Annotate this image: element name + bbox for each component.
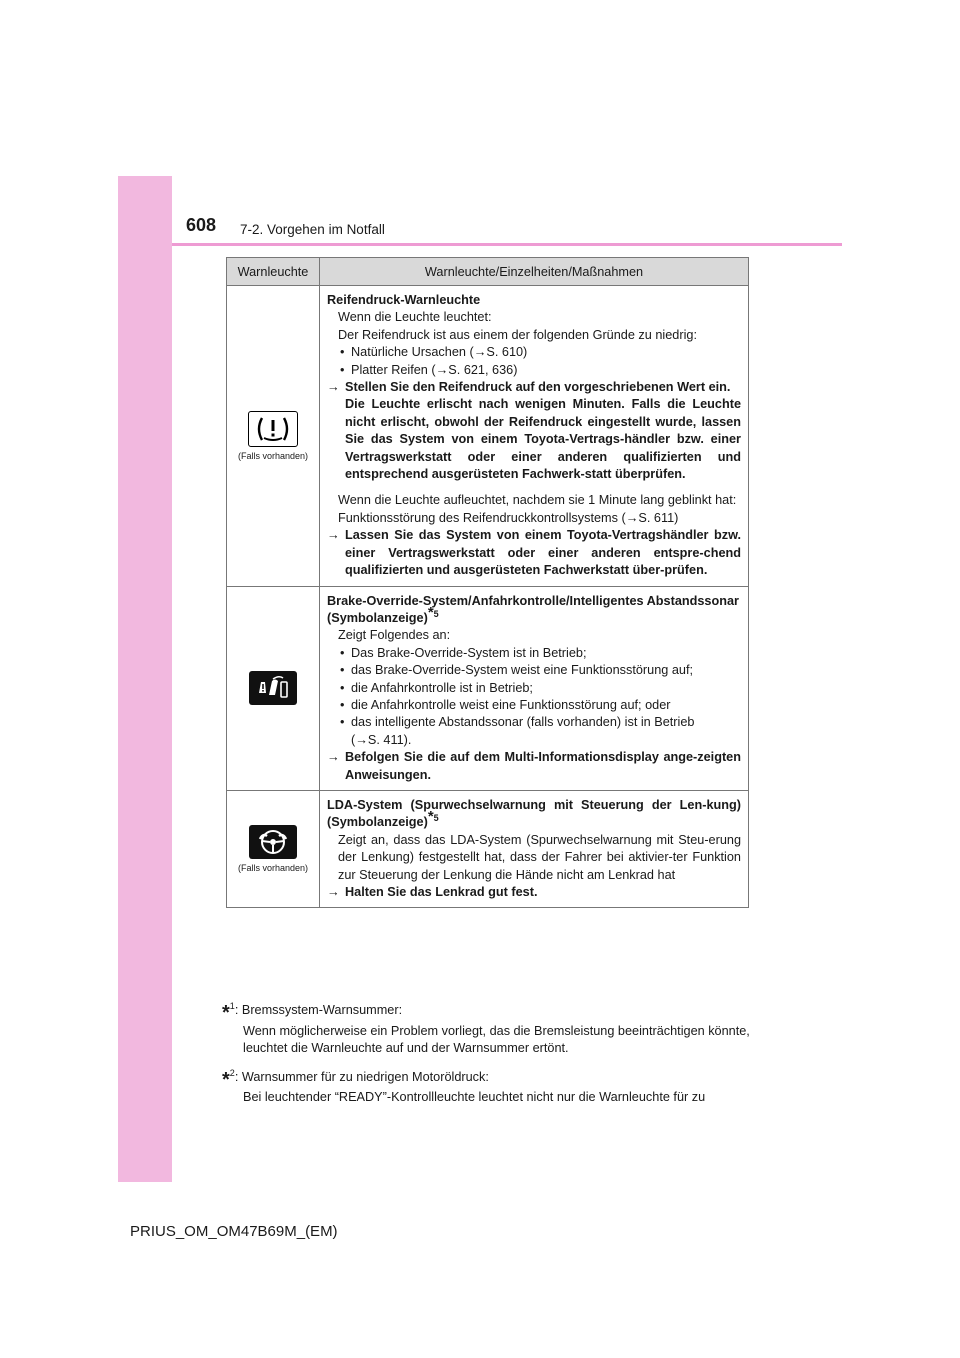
action-text: → Halten Sie das Lenkrad gut fest. <box>327 884 741 901</box>
table-row <box>227 586 749 790</box>
section-title: 7-2. Vorgehen im Notfall <box>240 222 385 237</box>
description-cell <box>320 586 749 790</box>
action-text: → Stellen Sie den Reifendruck auf den vorgeschriebenen Wert ein. <box>327 379 741 396</box>
tire-pressure-warning-icon <box>248 411 298 447</box>
list-item: • das intelligente Abstandssonar (falls vorhanden) ist in Betrieb <box>327 714 741 731</box>
warning-light-table <box>226 257 749 908</box>
icon-note: (Falls vorhanden) <box>237 450 309 461</box>
column-header-details: Warnleuchte/Einzelheiten/Maßnahmen <box>320 258 749 286</box>
table-row <box>227 286 749 587</box>
footnote: *$^2$: Warnsummer für zu niedrigen Motoröldruck: Bei leuchtender “READY”-Kontrollleuchte leuchtet nicht nur die Warnleuchte für zu <box>222 1065 752 1107</box>
list-item: • Platter Reifen (→S. 621, 636) <box>327 362 741 379</box>
column-header-warning: Warnleuchte <box>227 258 320 286</box>
action-text: → Lassen Sie das System von einem Toyota-Vertragshändler bzw. einer Vertragswerkstatt oder einer anderen entspre-chend qualifizierten und ausgerüsteten Fachwerkstatt über-prüfen. <box>327 527 741 579</box>
brake-override-icon <box>249 671 297 705</box>
text-paragraph: Zeigt an, dass das LDA-System (Spurwechselwarnung mit Steu-erung der Lenkung) festgestellt hat, dass der Fahrer bei aktivier-ter Funktion zur Steuerung der Lenkung die Hände nicht am Lenkrad hat <box>338 832 741 882</box>
footnote-body: Bei leuchtender “READY”-Kontrollleuchte leuchtet nicht nur die Warnleuchte für zu <box>243 1090 706 1104</box>
icon-note: (Falls vorhanden) <box>237 863 309 874</box>
list-item-cont: (→S. 411). <box>351 732 412 747</box>
icon-cell <box>227 586 320 790</box>
text-line: Der Reifendruck ist aus einem der folgenden Gründe zu niedrig: <box>338 327 697 342</box>
table-header-row <box>227 258 749 286</box>
footnote-body: Wenn möglicherweise ein Problem vorliegt, das die Bremsleistung beeinträchtigen könnte, leuchtet die Warnleuchte auf und der Warnsummer ertönt. <box>243 1023 750 1055</box>
footnote: *$^1$: Bremssystem-Warnsummer: Wenn möglicherweise ein Problem vorliegt, das die Bremsleistung beeinträchtigen könnte, leuchtet die Warnleuchte auf und der Warnsummer ertönt. <box>222 998 752 1058</box>
document-id: PRIUS_OM_OM47B69M_(EM) <box>130 1223 338 1240</box>
row-title: Brake-Override-System/Anfahrkontrolle/Intelligentes Abstandssonar (Symbolanzeige)$^{*5}$ <box>327 593 739 625</box>
icon-cell <box>227 286 320 587</box>
list-item: • Natürliche Ursachen (→S. 610) <box>327 344 741 361</box>
text-line: Zeigt Folgendes an: <box>338 628 451 643</box>
text-line: Wenn die Leuchte aufleuchtet, nachdem sie 1 Minute lang geblinkt hat: <box>338 493 737 508</box>
list-item: • das Brake-Override-System weist eine Funktionsstörung auf; <box>327 662 741 679</box>
list-item: • die Anfahrkontrolle ist in Betrieb; <box>327 680 741 697</box>
table-row <box>227 790 749 907</box>
list-item: • Das Brake-Override-System ist in Betrieb; <box>327 645 741 662</box>
text-line: Funktionsstörung des Reifendruckkontrollsystems (→S. 611) <box>338 510 679 525</box>
action-text-cont: Die Leuchte erlischt nach wenigen Minuten. Falls die Leuchte nicht erlischt, obwohl der Reifendruck eingestellt wurde, lassen Sie das System von einem Toyota-Vertrags-händler bzw. einer Vertragswerkstatt oder einer anderen qualifizierten und entsprechend ausgerüsteten Fachwerk-statt überprüfen. <box>345 397 741 482</box>
lda-steering-wheel-hands-icon <box>249 825 297 859</box>
chapter-tab-bar <box>118 176 172 1182</box>
list-item: • die Anfahrkontrolle weist eine Funktionsstörung auf; oder <box>327 697 741 714</box>
description-cell <box>320 286 749 587</box>
footnotes <box>222 998 752 1114</box>
description-cell <box>320 790 749 907</box>
action-text: → Befolgen Sie die auf dem Multi-Informationsdisplay ange-zeigten Anweisungen. <box>327 749 741 784</box>
header-rule <box>172 243 842 246</box>
icon-cell <box>227 790 320 907</box>
text-line: Wenn die Leuchte leuchtet: <box>338 310 492 325</box>
row-title: Reifendruck-Warnleuchte <box>327 293 481 307</box>
page-number: 608 <box>186 215 217 235</box>
row-title: LDA-System (Spurwechselwarnung mit Steuerung der Len-kung) (Symbolanzeige)$^{*5}$ <box>327 797 741 830</box>
